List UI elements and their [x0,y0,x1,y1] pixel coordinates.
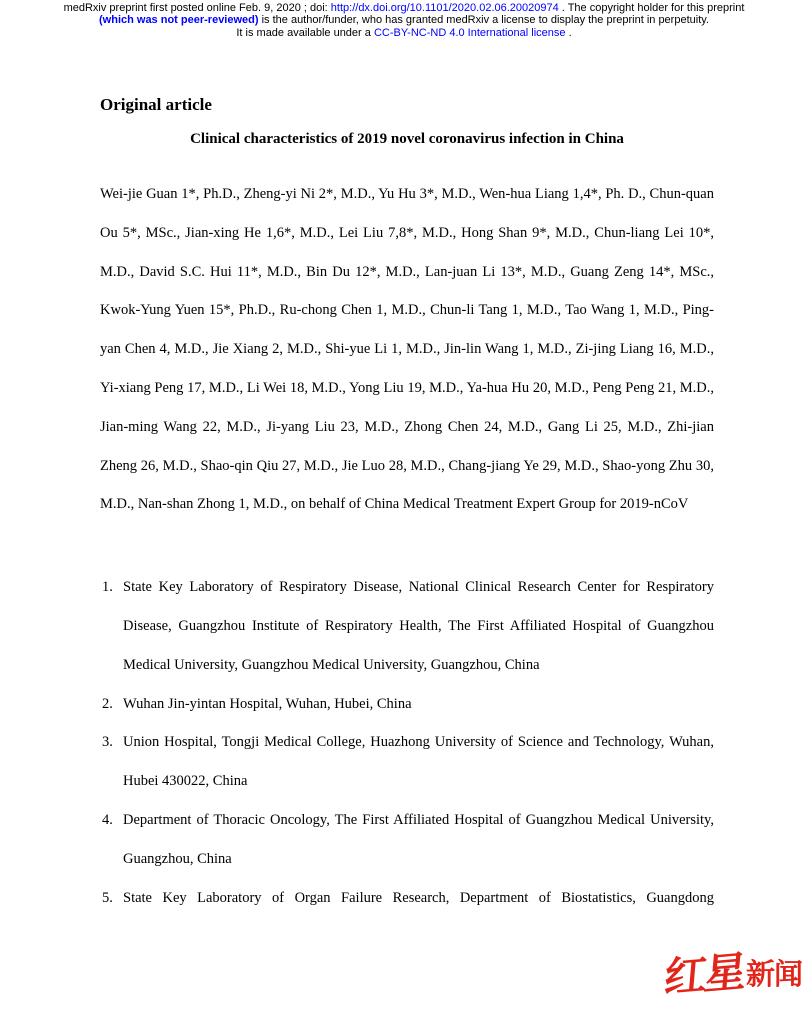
affiliation-number: 3. [102,734,113,751]
affiliation-item [100,685,714,724]
license-link[interactable]: CC-BY-NC-ND 4.0 International license [373,26,566,39]
affiliation-item [100,723,714,801]
affiliation-list [100,568,714,917]
red-star-news-watermark [662,947,802,1002]
affiliation-number: 1. [102,579,113,596]
affiliation-number: 5. [102,889,113,906]
affiliation-item [100,568,714,684]
affiliation-text: Department of Thoracic Oncology, The First Affiliated Hospital of Guangzhou Medical University, Guangzhou, China [123,811,714,867]
affiliation-number: 4. [102,811,113,828]
banner-line3-tail: . [565,26,572,39]
banner-line2-text: is the author/funder, who has granted medRxiv a license to display the preprint in perpetuity. [258,14,709,27]
affiliation-item [100,879,714,918]
affiliation-text: Wuhan Jin-yintan Hospital, Wuhan, Hubei, China [123,695,412,712]
red-star-news-logo-block: 新闻 [745,958,802,991]
affiliation-text: State Key Laboratory of Organ Failure Research, Department of Biostatistics, Guangdong [123,889,714,906]
author-list: Wei-jie Guan 1*, Ph.D., Zheng-yi Ni 2*, M.D., Yu Hu 3*, M.D., Wen-hua Liang 1,4*, Ph. D., Chun-quan Ou 5*, MSc., Jian-xing He 1,6*, M.D., Lei Liu 7,8*, M.D., Hong Shan 9*, M.D., Chun-liang Lei 10*, M.D., David S.C. Hui 11*, M.D., Bin Du 12*, M.D., Lan-juan Li 13*, M.D., Guang Zeng 14*, MSc., Kwok-Yung Yuen 15*, Ph.D., Ru-chong Chen 1, M.D., Chun-li Tang 1, M.D., Tao Wang 1, M.D., Ping-yan Chen 4, M.D., Jie Xiang 2, M.D., Shi-yue Li 1, M.D., Jin-lin Wang 1, M.D., Zi-jing Liang 16, M.D., Yi-xiang Peng 17, M.D., Li Wei 18, M.D., Yong Liu 19, M.D., Ya-hua Hu 20, M.D., Peng Peng 21, M.D., Jian-ming Wang 22, M.D., Ji-yang Liu 23, M.D., Zhong Chen 24, M.D., Gang Li 25, M.D., Zhi-jian Zheng 26, M.D., Shao-qin Qiu 27, M.D., Jie Luo 28, M.D., Chang-jiang Ye 29, M.D., Shao-yong Zhu 30, M.D., Nan-shan Zhong 1, M.D., on behalf of China Medical Treatment Expert Group for 2019-nCoV [100,186,714,513]
affiliation-text: State Key Laboratory of Respiratory Disease, National Clinical Research Center for Respiratory Disease, Guangzhou Institute of Respiratory Health, The First Affiliated Hospital of Guangzhou Medical University, Guangzhou Medical University, Guangzhou, China [123,579,714,673]
article-type-label: Original article [100,95,212,114]
doi-link[interactable]: http://dx.doi.org/10.1101/2020.02.06.20020974 [330,2,559,14]
page-title: Clinical characteristics of 2019 novel coronavirus infection in China [190,131,624,147]
affiliation-text: Union Hospital, Tongji Medical College, Huazhong University of Science and Technology, Wuhan, Hubei 430022, China [123,734,714,790]
affiliation-number: 2. [102,695,113,712]
not-peer-reviewed-note: (which was not peer-reviewed) [99,14,259,27]
paper-page [100,0,714,917]
red-star-news-logo-script: 红星 [662,947,746,1002]
affiliation-item [100,801,714,879]
banner-line1-tail: . The copyright holder for this preprint [558,2,745,14]
banner-line3-text: It is made available under a [236,26,374,39]
banner-line1-text: medRxiv preprint first posted online Feb. 9, 2020 ; doi: [63,2,331,14]
